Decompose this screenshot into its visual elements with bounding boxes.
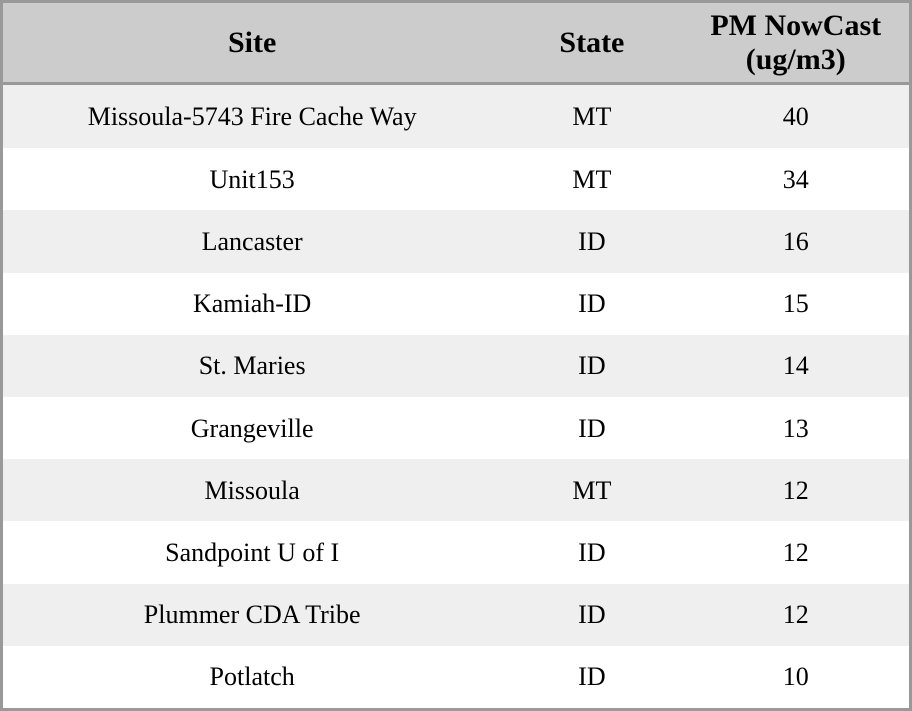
cell-state: MT <box>572 102 612 132</box>
cell-site: Unit153 <box>209 164 295 194</box>
table-row <box>3 84 909 149</box>
cell-pm: 16 <box>782 226 809 256</box>
cell-state: ID <box>578 413 606 443</box>
cell-state: MT <box>572 475 612 505</box>
cell-pm: 12 <box>782 537 809 567</box>
cell-site: Lancaster <box>201 226 303 256</box>
table-row <box>3 459 909 521</box>
cell-site: Missoula-5743 Fire Cache Way <box>87 102 417 132</box>
cell-site: Missoula <box>204 475 300 505</box>
cell-state: ID <box>578 662 606 692</box>
column-header-state: State <box>501 3 682 84</box>
cell-pm: 40 <box>782 102 809 132</box>
cell-site: Kamiah-ID <box>192 289 312 319</box>
table-row <box>3 273 909 335</box>
table-header <box>3 3 909 84</box>
cell-site: Sandpoint U of I <box>165 537 340 567</box>
cell-state: MT <box>572 164 612 194</box>
table-row <box>3 646 909 708</box>
cell-pm: 15 <box>782 289 809 319</box>
cell-site: St. Maries <box>198 351 306 381</box>
cell-pm: 34 <box>782 164 809 194</box>
table-row <box>3 335 909 397</box>
cell-state: ID <box>578 351 606 381</box>
cell-state: ID <box>578 226 606 256</box>
column-header-pm-nowcast: PM NowCast (ug/m3) <box>682 3 909 84</box>
cell-state: ID <box>578 600 606 630</box>
cell-site: Potlatch <box>209 662 295 692</box>
table-row <box>3 397 909 459</box>
table-row <box>3 584 909 646</box>
table-body <box>3 84 909 708</box>
cell-pm: 10 <box>782 662 809 692</box>
column-header-site: Site <box>3 3 501 84</box>
cell-pm: 12 <box>782 600 809 630</box>
table-header-row <box>3 3 909 84</box>
cell-pm: 13 <box>782 413 809 443</box>
air-quality-table <box>3 3 909 708</box>
table-row <box>3 148 909 210</box>
cell-state: ID <box>578 289 606 319</box>
cell-pm: 12 <box>782 475 809 505</box>
table-row <box>3 521 909 583</box>
cell-site: Grangeville <box>190 413 314 443</box>
cell-site: Plummer CDA Tribe <box>143 600 361 630</box>
table-row <box>3 210 909 272</box>
cell-state: ID <box>578 537 606 567</box>
cell-pm: 14 <box>782 351 809 381</box>
